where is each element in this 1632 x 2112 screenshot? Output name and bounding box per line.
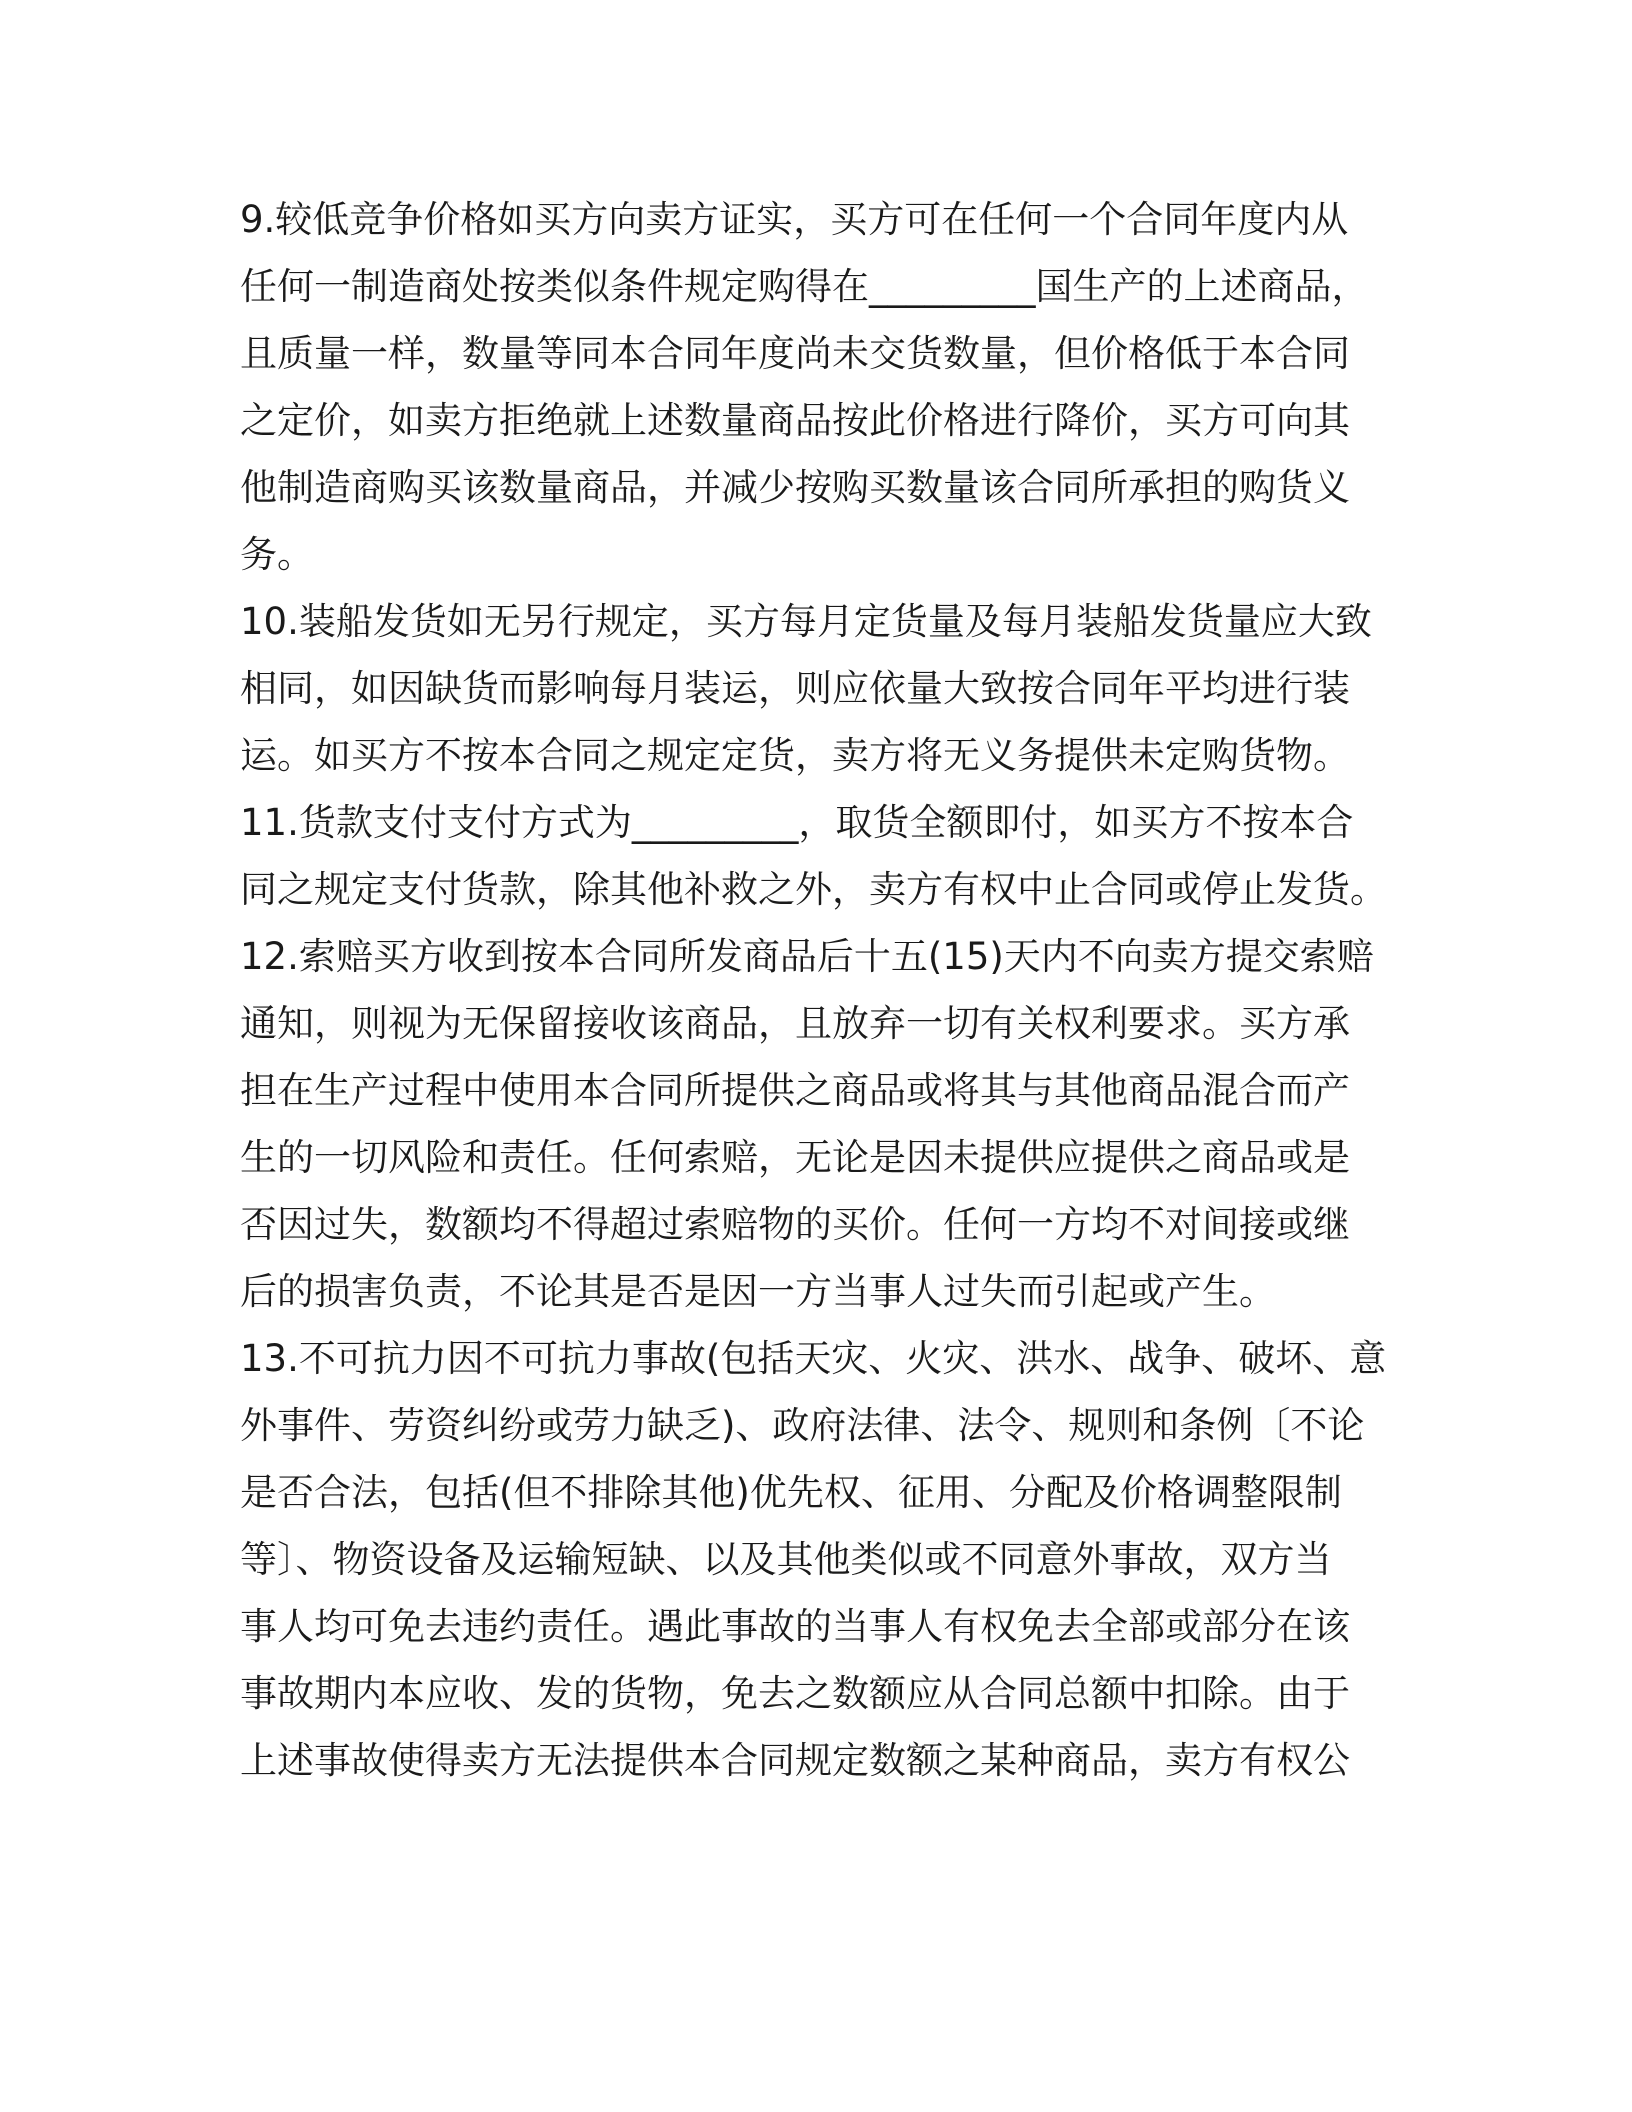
text-line: 13.不可抗力因不可抗力事故(包括天灾、火灾、洪水、战争、破坏、意 bbox=[240, 1337, 1387, 1380]
text-line: 担在生产过程中使用本合同所提供之商品或将其与其他商品混合而产 bbox=[240, 1069, 1350, 1112]
text-line: 等〕、物资设备及运输短缺、以及其他类似或不同意外事故，双方当 bbox=[240, 1538, 1332, 1581]
text-line: 之定价，如卖方拒绝就上述数量商品按此价格进行降价，买方可向其 bbox=[240, 399, 1350, 442]
text-line: 后的损害负责，不论其是否是因一方当事人过失而引起或产生。 bbox=[240, 1270, 1276, 1313]
text-line: 任何一制造商处按类似条件规定购得在_________国生产的上述商品， bbox=[240, 265, 1369, 308]
text-line: 相同，如因缺货而影响每月装运，则应依量大致按合同年平均进行装 bbox=[240, 667, 1350, 710]
text-line: 且质量一样，数量等同本合同年度尚未交货数量，但价格低于本合同 bbox=[240, 332, 1350, 375]
text-line: 事人均可免去违约责任。遇此事故的当事人有权免去全部或部分在该 bbox=[240, 1605, 1350, 1648]
text-line: 9.较低竞争价格如买方向卖方证实，买方可在任何一个合同年度内从 bbox=[240, 198, 1349, 241]
text-line: 是否合法，包括(但不排除其他)优先权、征用、分配及价格调整限制 bbox=[240, 1471, 1342, 1514]
text-line: 务。 bbox=[240, 533, 314, 576]
text-line: 通知，则视为无保留接收该商品，且放弃一切有关权利要求。买方承 bbox=[240, 1002, 1350, 1045]
text-line: 12.索赔买方收到按本合同所发商品后十五(15)天内不向卖方提交索赔 bbox=[240, 935, 1374, 978]
contract-clauses-text bbox=[240, 186, 1400, 1794]
text-line: 否因过失，数额均不得超过索赔物的买价。任何一方均不对间接或继 bbox=[240, 1203, 1350, 1246]
text-line: 事故期内本应收、发的货物，免去之数额应从合同总额中扣除。由于 bbox=[240, 1672, 1350, 1715]
text-line: 上述事故使得卖方无法提供本合同规定数额之某种商品，卖方有权公 bbox=[240, 1739, 1350, 1782]
text-line: 他制造商购买该数量商品，并减少按购买数量该合同所承担的购货义 bbox=[240, 466, 1350, 509]
text-line: 同之规定支付货款，除其他补救之外，卖方有权中止合同或停止发货。 bbox=[240, 868, 1387, 911]
text-line: 10.装船发货如无另行规定，买方每月定货量及每月装船发货量应大致 bbox=[240, 600, 1372, 643]
text-line: 外事件、劳资纠纷或劳力缺乏)、政府法律、法令、规则和条例〔不论 bbox=[240, 1404, 1365, 1447]
text-line: 生的一切风险和责任。任何索赔，无论是因未提供应提供之商品或是 bbox=[240, 1136, 1350, 1179]
text-line: 运。如买方不按本合同之规定定货，卖方将无义务提供未定购货物。 bbox=[240, 734, 1350, 777]
text-line: 11.货款支付支付方式为_________，取货全额即付，如买方不按本合 bbox=[240, 801, 1354, 844]
